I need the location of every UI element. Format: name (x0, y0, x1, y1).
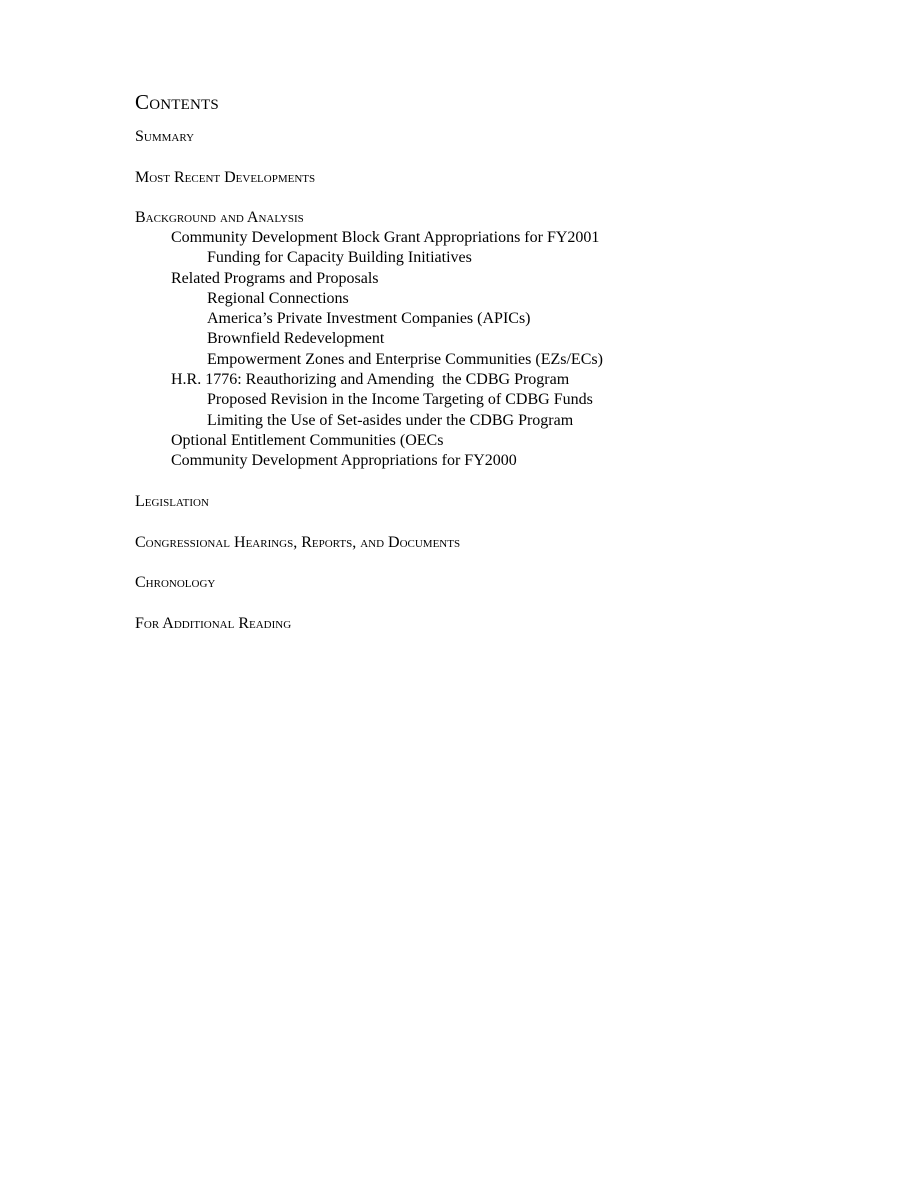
section-heading[interactable]: Most Recent Developments (135, 168, 316, 186)
toc-entry[interactable]: Optional Entitlement Communities (OECs (171, 431, 444, 449)
toc-entry[interactable]: Brownfield Redevelopment (207, 330, 385, 348)
spacer (135, 553, 855, 574)
contents-page (135, 88, 855, 634)
toc-entry[interactable]: H.R. 1776: Reauthorizing and Amending the CDBG Program (171, 371, 570, 389)
spacer (135, 147, 855, 168)
section-legislation (135, 492, 855, 512)
spacer (135, 512, 855, 533)
toc-entry[interactable]: Community Development Appropriations for FY2000 (171, 452, 517, 470)
spacer (135, 472, 855, 493)
section-chronology (135, 573, 855, 593)
section-congressional-hearings (135, 533, 855, 553)
section-heading[interactable]: Summary (135, 128, 195, 145)
spacer (135, 593, 855, 614)
section-for-additional-reading (135, 614, 855, 634)
section-background-and-analysis (135, 208, 855, 472)
toc-entry[interactable]: Limiting the Use of Set-asides under the CDBG Program (207, 411, 574, 429)
section-heading[interactable]: Congressional Hearings, Reports, and Documents (135, 533, 461, 551)
toc-entry[interactable]: Funding for Capacity Building Initiatives (207, 249, 472, 267)
toc-entry[interactable]: Regional Connections (207, 289, 349, 307)
toc-entry[interactable]: Proposed Revision in the Income Targeting of CDBG Funds (207, 391, 593, 409)
toc-entry[interactable]: America’s Private Investment Companies (APICs) (207, 310, 531, 328)
toc-entry[interactable]: Empowerment Zones and Enterprise Communities (EZs/ECs) (207, 350, 603, 368)
toc-entry[interactable]: Related Programs and Proposals (171, 269, 379, 287)
section-heading[interactable]: Chronology (135, 574, 216, 592)
section-heading[interactable]: Legislation (135, 493, 209, 511)
section-summary (135, 127, 855, 147)
toc-entry[interactable]: Community Development Block Grant Appropriations for FY2001 (171, 229, 600, 246)
spacer (135, 188, 855, 209)
page-title: Contents (135, 90, 219, 114)
section-most-recent-developments (135, 168, 855, 188)
section-heading[interactable]: For Additional Reading (135, 614, 292, 632)
section-heading[interactable]: Background and Analysis (135, 209, 304, 226)
